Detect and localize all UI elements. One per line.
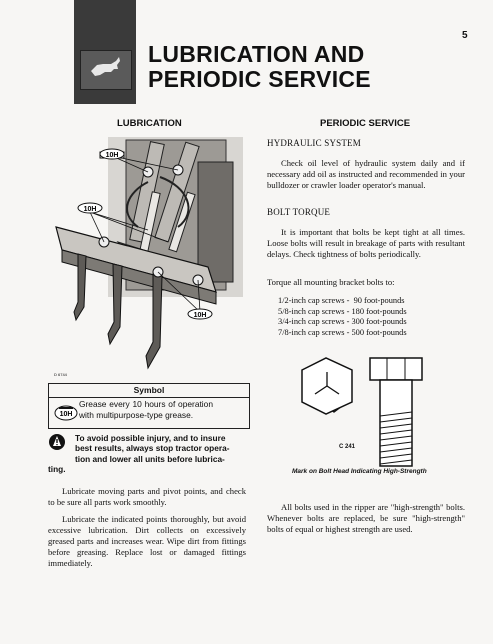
high-strength-bolt-illustration bbox=[300, 350, 465, 468]
grease-gun-icon bbox=[53, 401, 79, 423]
page-number: 5 bbox=[462, 30, 468, 41]
torque-row: 3/4-inch cap screws - 300 foot-pounds bbox=[278, 317, 407, 326]
lubrication-paragraph-2: Lubricate the indicated points thoroughly, but avoid excessive lubrication. Dirt collects on excessively greased parts and increases wear. Wipe dirt from fittings before greasing. Replace lost or damaged fittings immediately. bbox=[48, 514, 246, 568]
torque-row: 1/2-inch cap screws - 90 foot-pounds bbox=[278, 296, 405, 305]
svg-text:10H: 10H bbox=[59, 411, 73, 418]
lube-point-icon bbox=[188, 309, 212, 319]
svg-text:10H: 10H bbox=[83, 206, 97, 213]
john-deere-logo bbox=[80, 50, 132, 90]
periodic-service-heading: PERIODIC SERVICE bbox=[320, 118, 411, 129]
hydraulic-system-text: Check oil level of hydraulic system daily and if necessary add oil as instructed and recommended in your bulldozer or crawler loader operator's manual. bbox=[267, 158, 465, 190]
lubrication-paragraph-1: Lubricate moving parts and pivot points, and check to be sure all parts work smoothly. bbox=[48, 486, 246, 507]
warning-icon bbox=[48, 431, 66, 455]
deer-icon bbox=[81, 51, 131, 89]
figure-code: D 6744 bbox=[54, 372, 67, 377]
high-strength-bolts-text: All bolts used in the ripper are "high-strength" bolts. Whenever bolts are replaced, be sure "high-strength" bolts of equal or highest strength are used. bbox=[267, 502, 465, 534]
torque-intro: Torque all mounting bracket bolts to: bbox=[267, 277, 395, 287]
bolt-caption: Mark on Bolt Head Indicating High-Strength bbox=[292, 468, 427, 475]
lubrication-heading: LUBRICATION bbox=[117, 118, 182, 129]
bolt-torque-heading: BOLT TORQUE bbox=[267, 207, 331, 217]
safety-warning: To avoid possible injury, and to insure best results, always stop tractor opera- tion and lower all units before lubrica- bbox=[75, 433, 230, 464]
symbol-header: Symbol bbox=[49, 384, 249, 398]
symbol-legend bbox=[48, 383, 250, 429]
ripper-illustration bbox=[48, 132, 248, 374]
page-title: LUBRICATION AND PERIODIC SERVICE bbox=[148, 41, 371, 92]
symbol-description: Grease every 10 hours of operation with multipurpose-type grease. bbox=[79, 399, 213, 420]
torque-row: 7/8-inch cap screws - 500 foot-pounds bbox=[278, 327, 407, 337]
svg-text:10H: 10H bbox=[105, 152, 119, 159]
lube-point-icon bbox=[100, 149, 124, 159]
bolt-figure-code: C 241 bbox=[339, 444, 356, 450]
svg-text:10H: 10H bbox=[193, 312, 207, 319]
torque-table bbox=[278, 296, 407, 338]
bolt-torque-text: It is important that bolts be kept tight at all times. Loose bolts will result in breakage of parts with resultant delays. Check tightness of bolts periodically. bbox=[267, 227, 465, 259]
lube-point-icon bbox=[78, 203, 102, 213]
safety-warning-end: ting. bbox=[48, 464, 66, 474]
torque-row: 5/8-inch cap screws - 180 foot-pounds bbox=[278, 306, 407, 316]
hydraulic-system-heading: HYDRAULIC SYSTEM bbox=[267, 138, 361, 148]
